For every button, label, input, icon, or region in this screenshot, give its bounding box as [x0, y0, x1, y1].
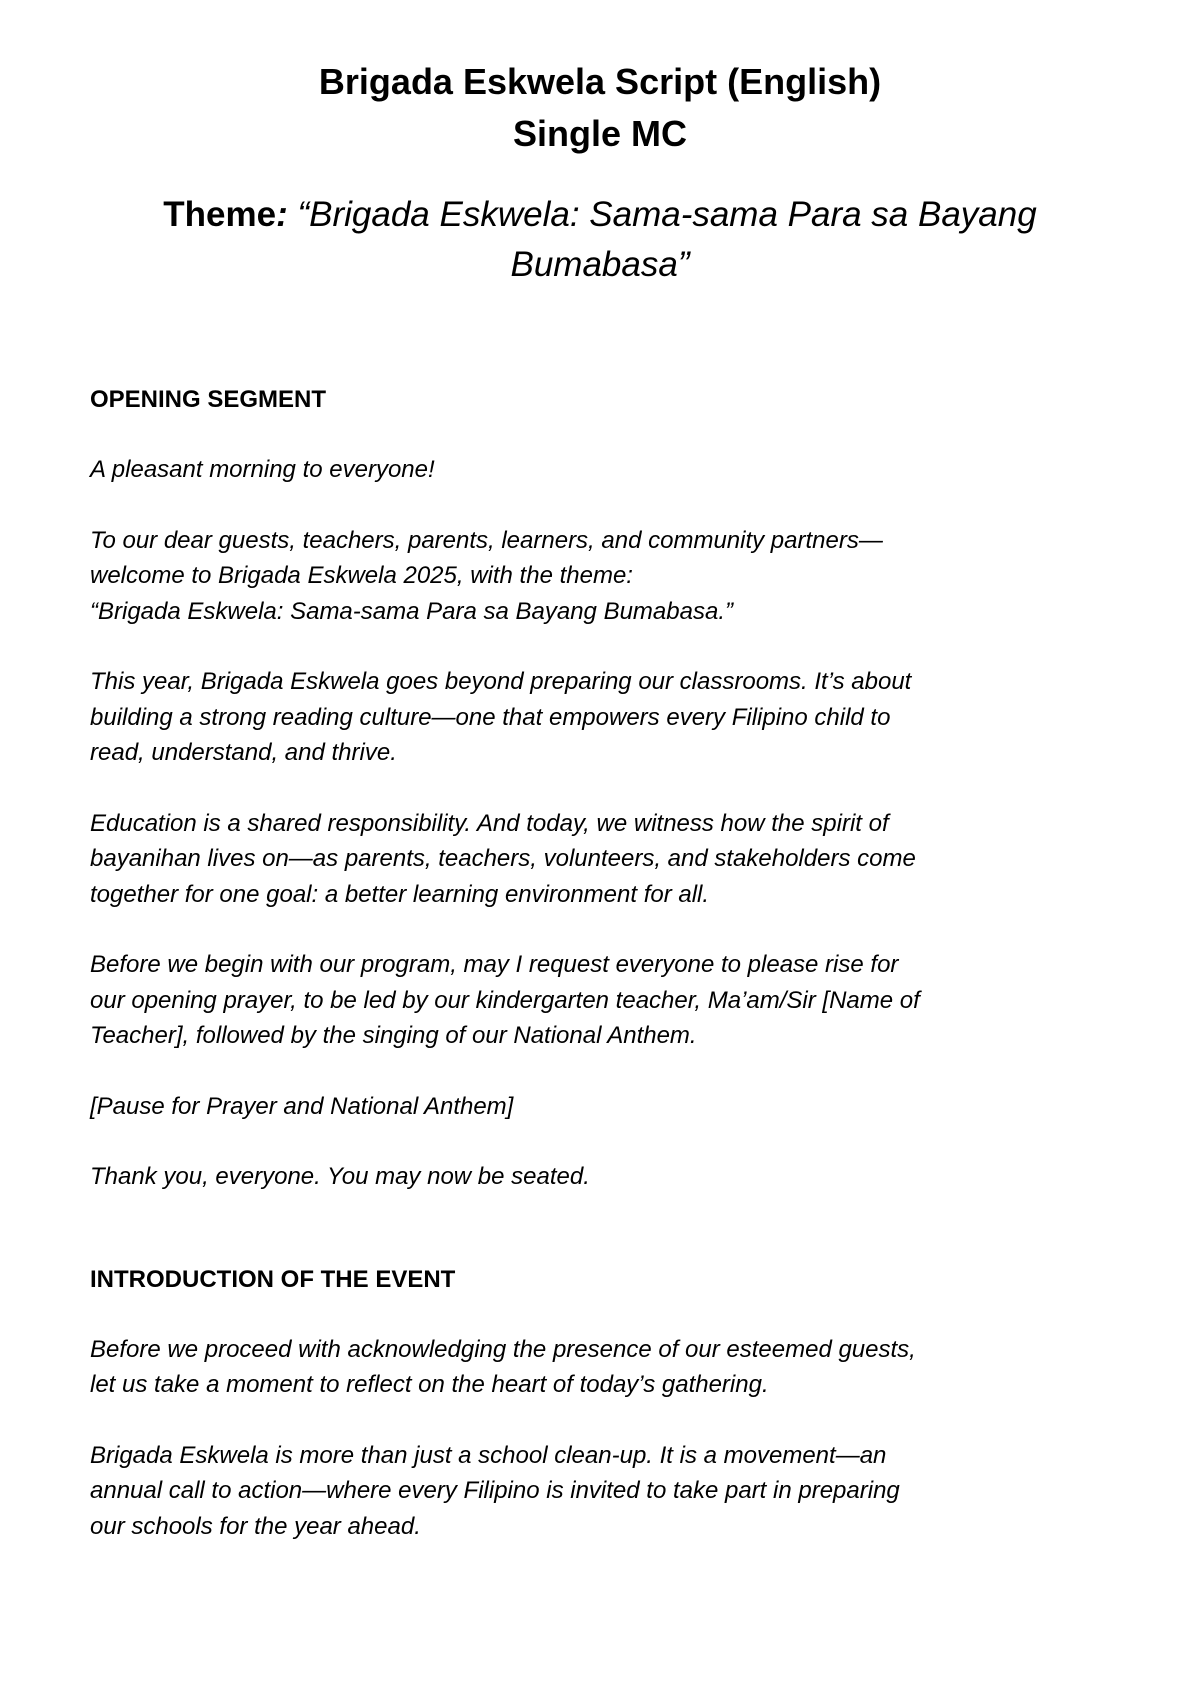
paragraph	[90, 664, 1100, 771]
document-title	[0, 56, 1200, 160]
theme-text-line: “Brigada Eskwela: Sama-sama Para sa Bayang	[297, 195, 1037, 234]
paragraph	[90, 1438, 1100, 1545]
paragraph	[90, 1332, 1100, 1403]
paragraph-line: welcome to Brigada Eskwela 2025, with the theme:	[90, 562, 633, 589]
section-spacer	[90, 1230, 1100, 1262]
paragraph-line: “Brigada Eskwela: Sama-sama Para sa Bayang Bumabasa.”	[90, 597, 733, 625]
paragraph-line: annual call to action—where every Filipino is invited to take part in preparing	[90, 1477, 900, 1504]
paragraph-line: Education is a shared responsibility. And today, we witness how the spirit of	[90, 809, 889, 837]
paragraph-line: To our dear guests, teachers, parents, learners, and community partners—	[90, 526, 883, 554]
paragraph	[90, 452, 1100, 488]
paragraph-line: Before we begin with our program, may I request everyone to please rise for	[90, 951, 899, 978]
title-line-sub: Single MC	[512, 113, 687, 154]
paragraph-line: building a strong reading culture—one that empowers every Filipino child to	[90, 703, 891, 731]
paragraph-line: read, understand, and thrive.	[90, 739, 397, 766]
paragraph-line: let us take a moment to reflect on the heart of today’s gathering.	[90, 1371, 769, 1398]
title-line-main: Brigada Eskwela Script (English)	[318, 61, 882, 102]
paragraph-line: bayanihan lives on—as parents, teachers, volunteers, and stakeholders come	[90, 845, 916, 872]
paragraph-line: Before we proceed with acknowledging the presence of our esteemed guests,	[90, 1335, 916, 1363]
theme-text-line: Bumabasa”	[510, 245, 690, 284]
paragraph	[90, 523, 1100, 630]
paragraph	[90, 806, 1100, 913]
paragraph-line: [Pause for Prayer and National Anthem]	[90, 1092, 514, 1120]
theme-block	[90, 190, 1110, 290]
document-body	[90, 382, 1100, 1579]
section-heading-introduction: INTRODUCTION OF THE EVENT	[90, 1265, 456, 1293]
paragraph-line: our schools for the year ahead.	[90, 1512, 421, 1540]
section-heading-opening: OPENING SEGMENT	[90, 386, 327, 413]
paragraph-line: Teacher], followed by the singing of our National Anthem.	[90, 1022, 697, 1049]
paragraph-line: our opening prayer, to be led by our kindergarten teacher, Ma’am/Sir [Name of	[90, 986, 920, 1014]
paragraph	[90, 947, 1100, 1054]
paragraph-line: A pleasant morning to everyone!	[90, 456, 435, 483]
paragraph-line: This year, Brigada Eskwela goes beyond preparing our classrooms. It’s about	[90, 668, 912, 695]
paragraph-line: together for one goal: a better learning environment for all.	[90, 880, 710, 908]
paragraph-line: Brigada Eskwela is more than just a school clean-up. It is a movement—an	[90, 1441, 887, 1469]
theme-colon: :	[276, 195, 288, 234]
paragraph	[90, 1159, 1100, 1195]
theme-label: Theme	[163, 195, 277, 234]
paragraph	[90, 1089, 1100, 1125]
paragraph-line: Thank you, everyone. You may now be seated.	[90, 1163, 590, 1190]
